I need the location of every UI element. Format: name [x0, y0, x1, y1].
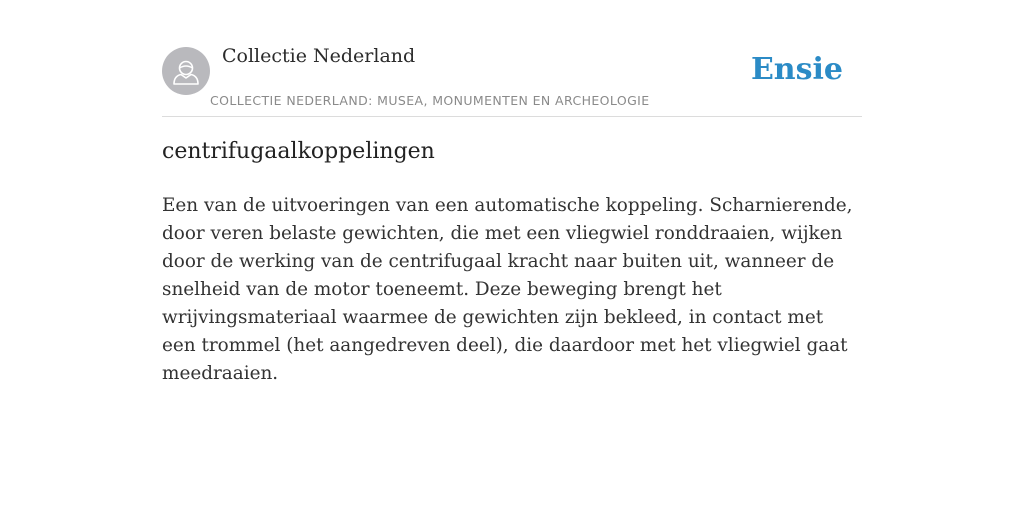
header [162, 0, 862, 117]
entry-body: Een van de uitvoeringen van een automatische koppeling. Scharnierende, door veren belaste gewichten, die met een vliegwiel ronddraaien, wijken door de werking van de centrifugaal kracht naar buiten uit, wanneer de snelheid van de motor toeneemt. Deze beweging brengt het wrijvingsmateriaal waarmee de gewichten zijn bekleed, in contact met een trommel (het aangedreven deel), die daardoor met het vliegwiel gaat meedraaien. [162, 195, 853, 384]
author-name[interactable]: Collectie Nederland [222, 45, 416, 67]
brand-logo[interactable]: Ensie [750, 52, 843, 87]
source-label[interactable]: COLLECTIE NEDERLAND: MUSEA, MONUMENTEN EN ARCHEOLOGIE [210, 93, 650, 108]
entry-title: centrifugaalkoppelingen [162, 139, 435, 164]
user-silhouette-icon [162, 47, 210, 95]
avatar[interactable] [162, 47, 210, 95]
